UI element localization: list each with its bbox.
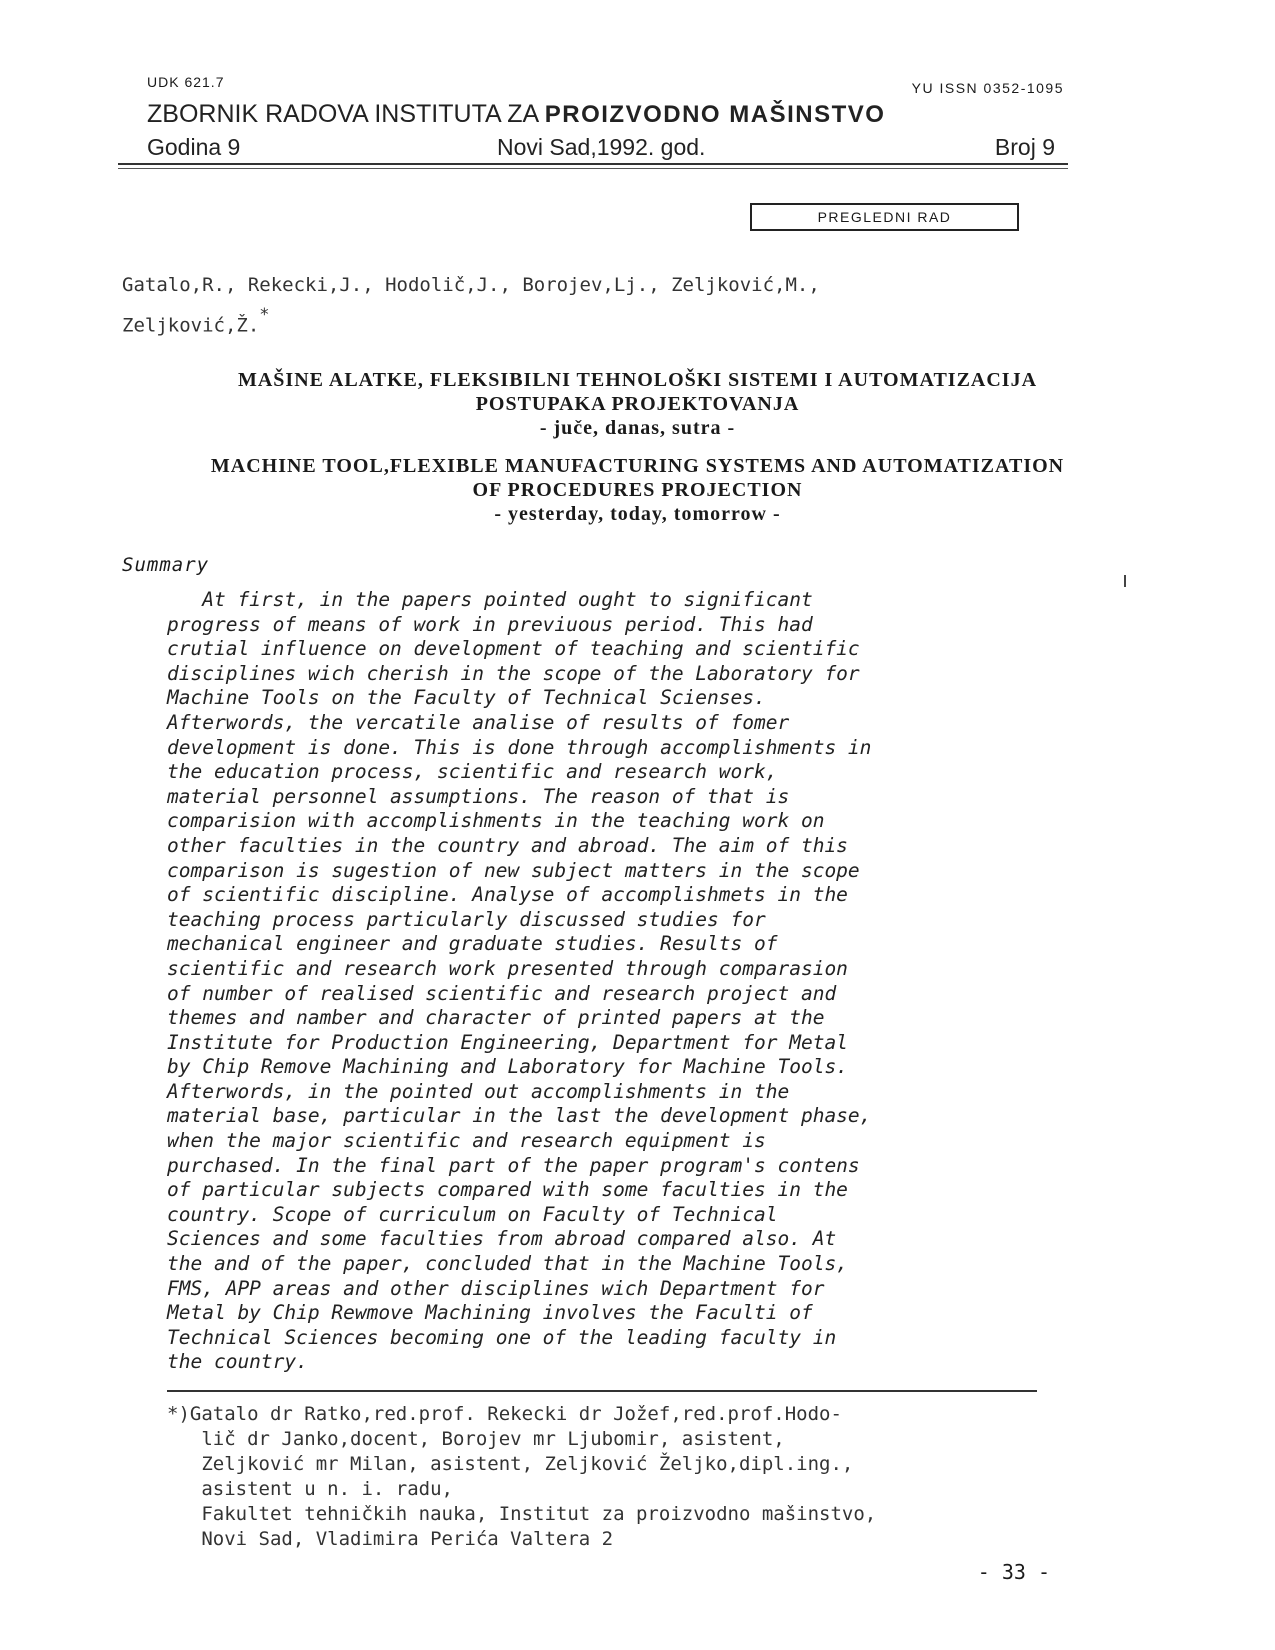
- summary-heading: Summary: [122, 554, 210, 576]
- text-line: *)Gatalo dr Ratko,red.prof. Rekecki dr Jožef,red.prof.Hodo-: [167, 1403, 842, 1425]
- text-line: themes and namber and character of printed papers at the: [167, 1006, 825, 1030]
- authors-line-text: Zeljković,Ž.: [122, 314, 260, 337]
- footnote-rule: [167, 1390, 1037, 1392]
- text-line: Zeljković mr Milan, asistent, Zeljković Željko,dipl.ing.,: [167, 1453, 854, 1475]
- title-line: MACHINE TOOL,FLEXIBLE MANUFACTURING SYSTEMS AND AUTOMATIZATION: [210, 455, 1065, 477]
- header-rule-thin: [118, 168, 1068, 169]
- text-line: of number of realised scientific and research project and: [167, 981, 837, 1005]
- text-line: comparison is sugestion of new subject matters in the scope: [167, 858, 860, 882]
- text-line: the education process, scientific and research work,: [167, 760, 778, 784]
- text-line: Technical Sciences becoming one of the leading faculty in: [167, 1325, 837, 1349]
- text-line: the and of the paper, concluded that in the Machine Tools,: [167, 1252, 848, 1276]
- text-line: progress of means of work in previuous period. This had: [167, 612, 813, 636]
- title-subline: - juče, danas, sutra -: [539, 417, 736, 439]
- text-line: crutial influence on development of teaching and scientific: [167, 637, 860, 661]
- text-line: material base, particular in the last the development phase,: [167, 1104, 872, 1128]
- text-line: Metal by Chip Rewmove Machining involves the Faculti of: [167, 1301, 813, 1325]
- text-line: the country.: [167, 1350, 308, 1374]
- text-line: purchased. In the final part of the paper program's contens: [167, 1153, 860, 1177]
- text-line: teaching process particularly discussed studies for: [167, 907, 766, 931]
- summary-body: [167, 588, 1067, 1375]
- journal-title: [147, 100, 885, 129]
- issn-code: YU ISSN 0352-1095: [911, 80, 1064, 96]
- text-line: of scientific discipline. Analyse of accomplishmets in the: [167, 883, 848, 907]
- text-line: when the major scientific and research equipment is: [167, 1129, 766, 1153]
- journal-title-prefix: ZBORNIK RADOVA INSTITUTA ZA: [147, 100, 538, 128]
- udk-code: UDK 621.7: [147, 74, 225, 90]
- author-footnote-marker: *: [259, 305, 270, 325]
- header-rule: [118, 163, 1068, 165]
- text-line: other faculties in the country and abroad. The aim of this: [167, 833, 848, 857]
- scan-speck: [1124, 575, 1126, 587]
- text-line: disciplines wich cherish in the scope of the Laboratory for: [167, 661, 860, 685]
- text-line: scientific and research work presented through comparasion: [167, 956, 848, 980]
- text-line: Novi Sad, Vladimira Perića Valtera 2: [167, 1528, 614, 1550]
- title-subline: - yesterday, today, tomorrow -: [494, 503, 781, 525]
- journal-issue: Broj 9: [994, 134, 1055, 160]
- title-line: POSTUPAKA PROJEKTOVANJA: [475, 393, 800, 415]
- text-line: mechanical engineer and graduate studies. Results of: [167, 932, 778, 956]
- journal-place-date: Novi Sad,1992. god.: [497, 134, 706, 160]
- footnote: [167, 1402, 1067, 1552]
- authors-line: [122, 302, 820, 342]
- authors: [122, 268, 820, 342]
- title-serbian: [0, 368, 1275, 440]
- text-line: Institute for Production Engineering, Department for Metal: [167, 1030, 848, 1054]
- text-line: Afterwords, the vercatile analise of results of fomer: [167, 710, 790, 734]
- text-line: Sciences and some faculties from abroad compared also. At: [167, 1227, 837, 1251]
- journal-title-bold: PROIZVODNO MAŠINSTVO: [544, 101, 886, 128]
- text-line: development is done. This is done through accomplishments in: [167, 735, 872, 759]
- title-line: MAŠINE ALATKE, FLEKSIBILNI TEHNOLOŠKI SISTEMI I AUTOMATIZACIJA: [237, 369, 1038, 391]
- authors-line: Gatalo,R., Rekecki,J., Hodolič,J., Borojev,Lj., Zeljković,M.,: [122, 274, 820, 296]
- title-line: OF PROCEDURES PROJECTION: [472, 479, 803, 501]
- text-line: country. Scope of curriculum on Faculty of Technical: [167, 1202, 778, 1226]
- paper-type-badge: PREGLEDNI RAD: [750, 203, 1019, 231]
- text-line: by Chip Remove Machining and Laboratory for Machine Tools.: [167, 1055, 848, 1079]
- issue-row: [147, 134, 1055, 164]
- text-line: material personnel assumptions. The reason of that is: [167, 784, 790, 808]
- text-line: FMS, APP areas and other disciplines wich Department for: [167, 1276, 825, 1300]
- title-english: [0, 454, 1275, 526]
- text-line: Machine Tools on the Faculty of Technical Scienses.: [167, 686, 766, 710]
- text-line: Fakultet tehničkih nauka, Institut za proizvodno mašinstvo,: [167, 1503, 877, 1525]
- text-line: At first, in the papers pointed ought to significant: [167, 588, 813, 611]
- text-line: lič dr Janko,docent, Borojev mr Ljubomir, asistent,: [167, 1428, 785, 1450]
- journal-year: Godina 9: [147, 134, 241, 160]
- text-line: Afterwords, in the pointed out accomplishments in the: [167, 1079, 790, 1103]
- text-line: comparision with accomplishments in the teaching work on: [167, 809, 825, 833]
- text-line: of particular subjects compared with some faculties in the: [167, 1178, 848, 1202]
- page-number: - 33 -: [977, 1560, 1050, 1584]
- text-line: asistent u n. i. radu,: [167, 1478, 453, 1500]
